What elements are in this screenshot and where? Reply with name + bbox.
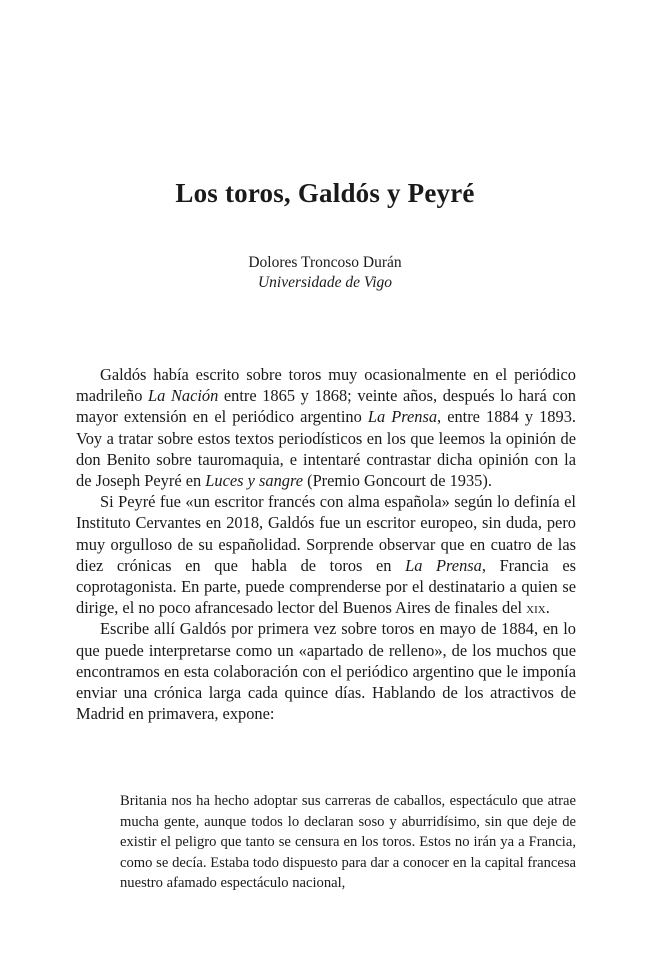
article-title: Los toros, Galdós y Peyré	[175, 178, 475, 208]
paragraph-1	[76, 364, 576, 491]
paragraph-2-text-b: , Francia es coprotagonista. En parte, puede comprenderse por el destinatario a quien se dirige, el no poco afrancesado lector del Buenos Aires de finales del	[76, 555, 576, 618]
author-block	[0, 253, 650, 293]
author-name: Dolores Troncoso Durán	[248, 254, 402, 271]
book-title-luces-y-sangre: Luces y sangre	[205, 471, 304, 491]
paragraph-1-text-b: entre 1865 y 1868; veinte años, después lo hará con mayor extensión en el periódico argentino	[76, 386, 576, 427]
block-quote: Britania nos ha hecho adoptar sus carreras de caballos, espectáculo que atrae mucha gente, aunque todos lo declaran soso y aburridísimo, sin que deje de existir el peligro que tanto se censura en los toros. Estos no irán ya a Francia, como se decía. Estaba todo dispuesto para dar a conocer en la capital francesa nuestro afamado espectáculo nacional,	[120, 793, 576, 892]
paragraph-1-text-c: , entre 1884 y 1893. Voy a tratar sobre estos textos periodísticos en los que leemos la opinión de don Benito sobre tauromaquia, e intentaré contrastar dicha opinión con la de Joseph Peyré en	[76, 407, 576, 491]
paragraph-2-text-a: Si Peyré fue «un escritor francés con alma española» según lo definía el Instituto Cervantes en 2018, Galdós fue un escritor europeo, sin duda, pero muy orgulloso de su españolidad. Sorprende observar que en cuatro de las diez crónicas en que habla de toros en	[76, 492, 576, 575]
century-numeral: xix	[526, 598, 546, 618]
paragraph-1-text-a: Galdós había escrito sobre toros muy ocasionalmente en el periódico madrileño	[76, 365, 576, 406]
paragraph-3: Escribe allí Galdós por primera vez sobre toros en mayo de 1884, en lo que puede interpretarse como un «apartado de relleno», de los muchos que encontramos en esta colaboración con el periódico argentino que le imponía enviar una crónica larga cada quince días. Hablando de los atractivos de Madrid en primavera, expone:	[76, 619, 576, 724]
author-affiliation: Universidade de Vigo	[257, 274, 392, 291]
newspaper-title-la-prensa: La Prensa	[367, 407, 438, 427]
newspaper-title-la-prensa-2: La Prensa	[405, 555, 482, 575]
paragraph-2	[76, 491, 576, 618]
body-text	[76, 364, 576, 724]
paragraph-1-text-d: (Premio Goncourt de 1935).	[303, 471, 492, 491]
paragraph-2-text-c: .	[545, 598, 550, 618]
newspaper-title-la-nacion: La Nación	[148, 386, 219, 406]
